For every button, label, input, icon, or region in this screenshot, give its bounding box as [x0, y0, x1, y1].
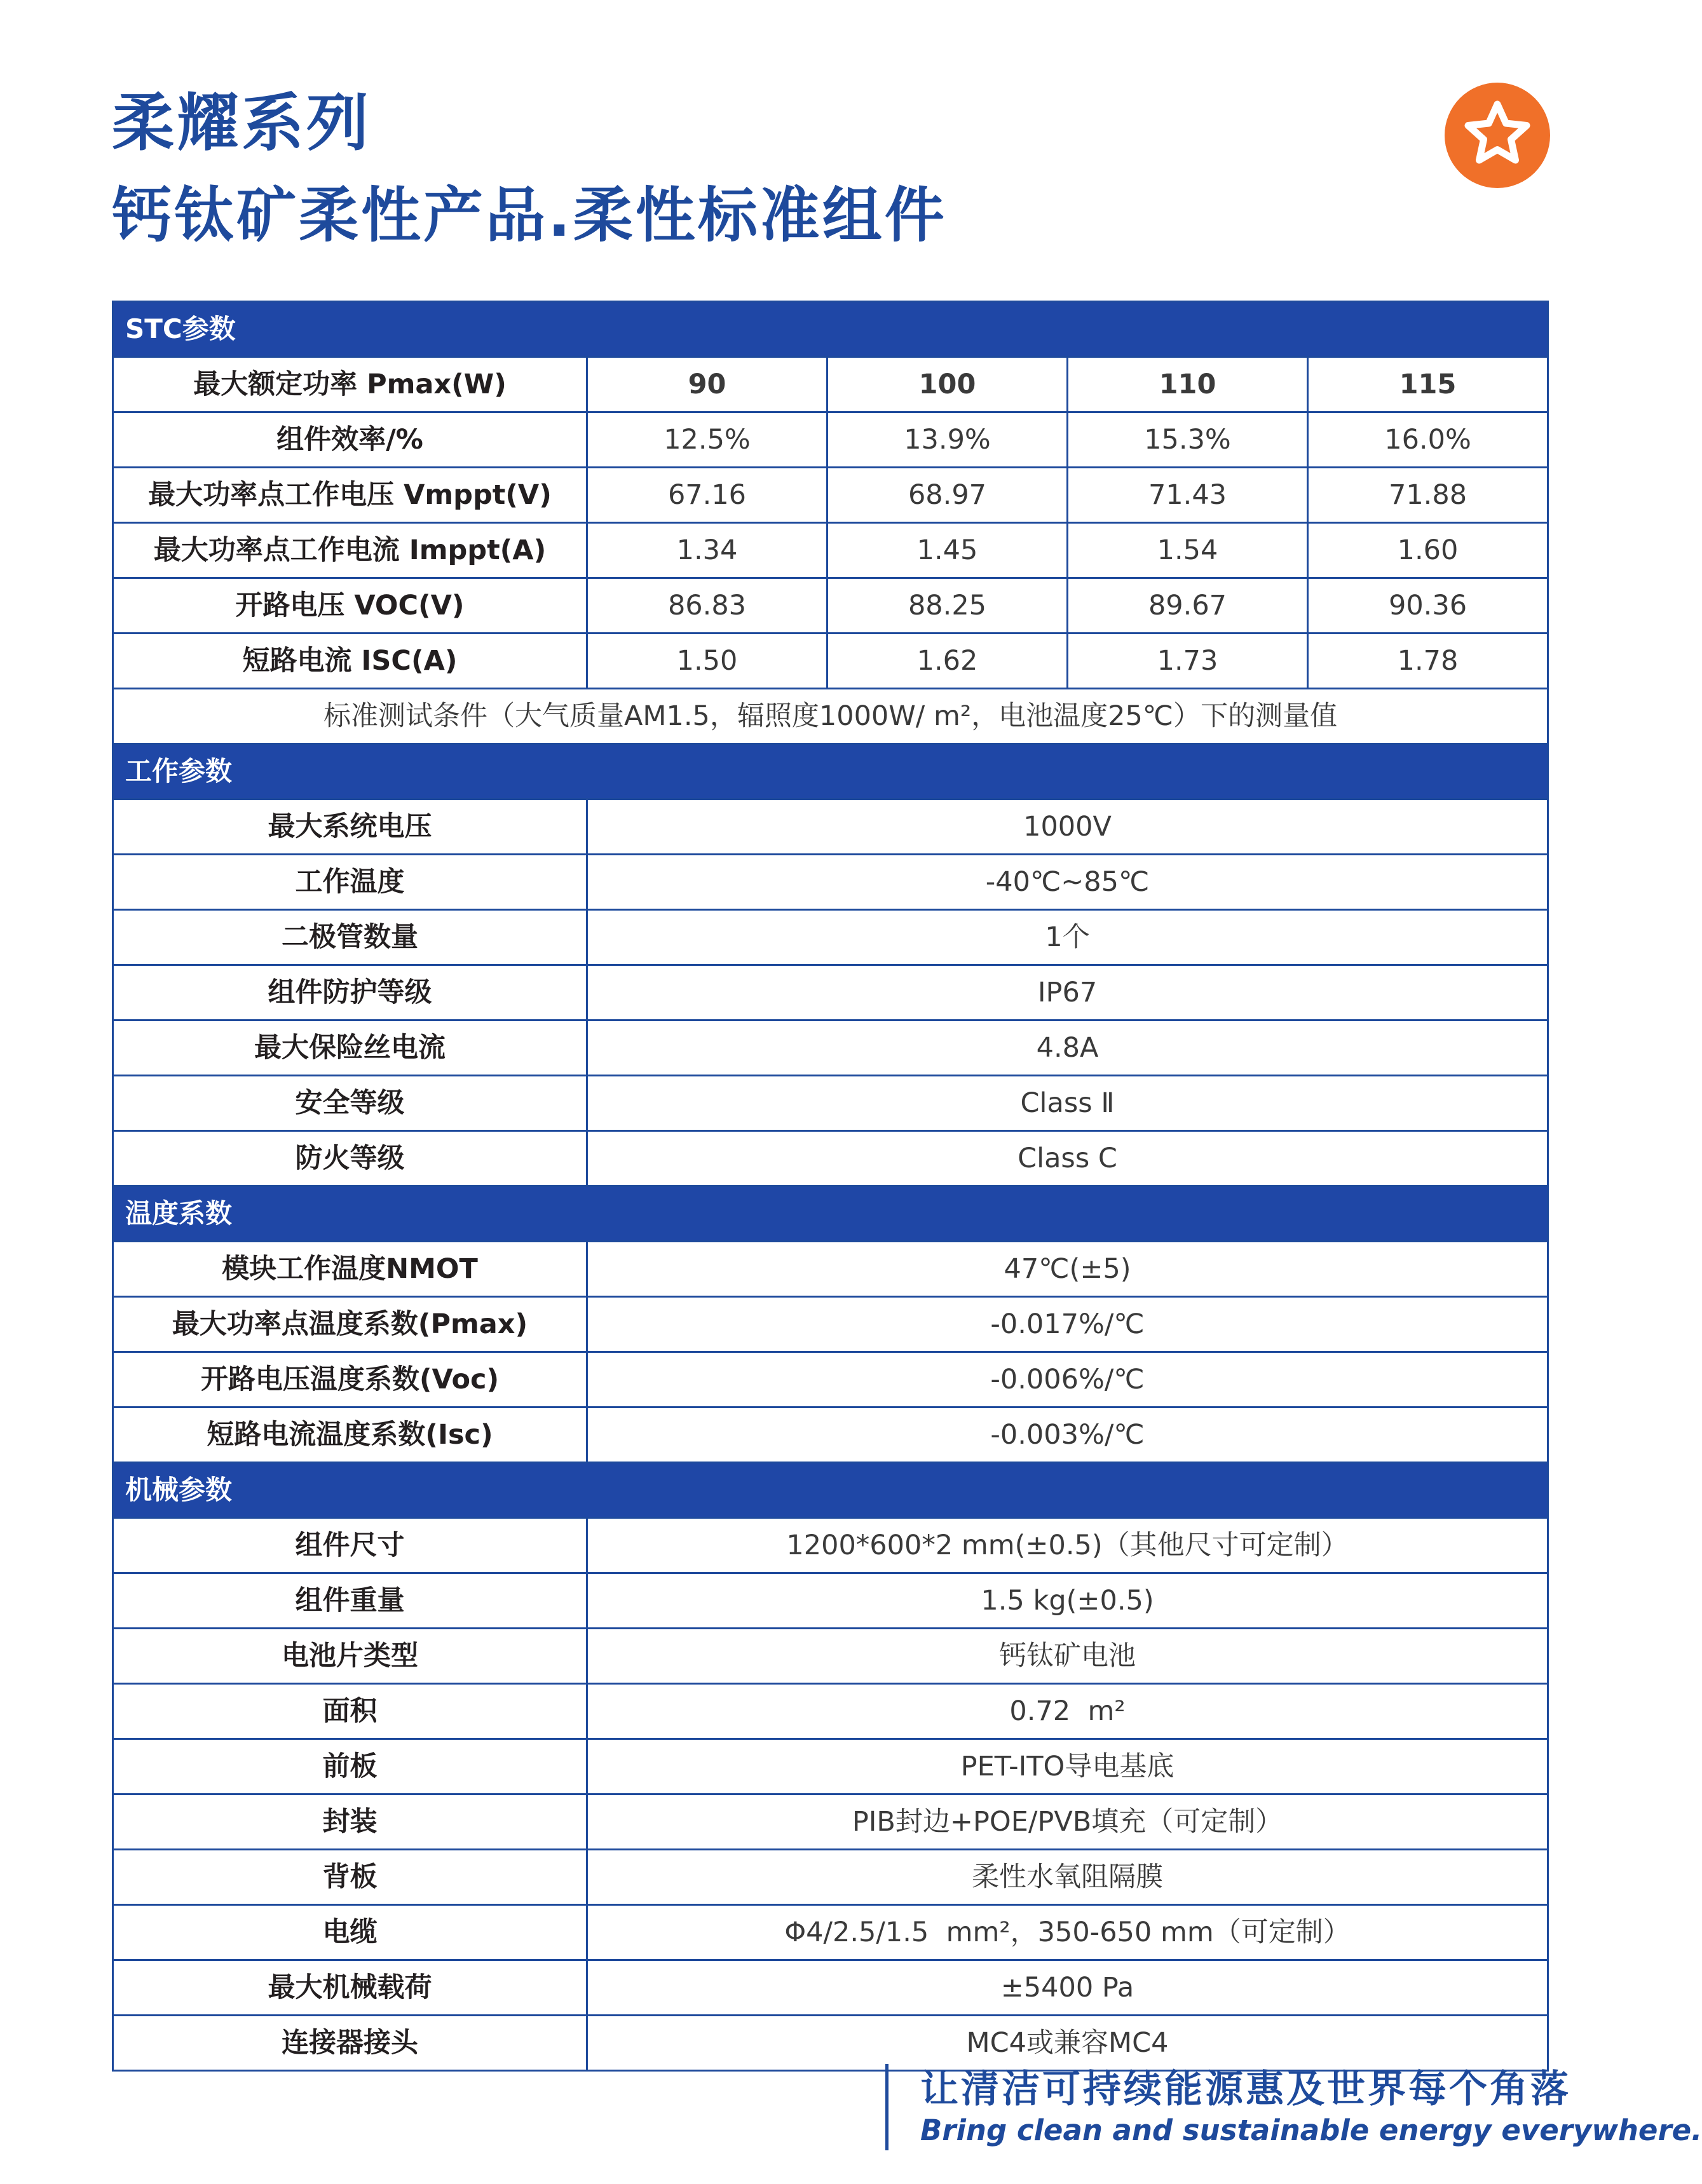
cell-value: 67.16	[587, 468, 827, 523]
row-label: 模块工作温度NMOT	[113, 1242, 587, 1297]
cell-value: 柔性水氧阻隔膜	[587, 1850, 1548, 1905]
row-label: 连接器接头	[113, 2016, 587, 2071]
power-rating: 115	[1308, 357, 1548, 412]
table-row	[113, 1850, 1548, 1905]
row-label: 短路电流 ISC(A)	[113, 634, 587, 689]
table-row	[113, 1518, 1548, 1573]
row-label: 最大功率点温度系数(Pmax)	[113, 1297, 587, 1352]
section-header-stc	[113, 302, 1548, 357]
cell-value: ±5400 Pa	[587, 1960, 1548, 2016]
row-label: 工作温度	[113, 855, 587, 910]
series-title: 柔耀系列	[112, 87, 372, 159]
power-rating: 110	[1068, 357, 1308, 412]
table-row	[113, 1076, 1548, 1131]
cell-value: 1.60	[1308, 523, 1548, 578]
table-row	[113, 1573, 1548, 1629]
cell-value: -0.006%/℃	[587, 1352, 1548, 1407]
row-label: 封装	[113, 1794, 587, 1850]
cell-value: IP67	[587, 965, 1548, 1021]
table-row	[113, 1242, 1548, 1297]
section-header-operating	[113, 744, 1548, 799]
row-label: 最大额定功率 Pmax(W)	[113, 357, 587, 412]
cell-value: Class Ⅱ	[587, 1076, 1548, 1131]
row-label: 开路电压温度系数(Voc)	[113, 1352, 587, 1407]
cell-value: 0.72 m²	[587, 1684, 1548, 1739]
section-header-temperature	[113, 1186, 1548, 1242]
cell-value: MC4或兼容MC4	[587, 2016, 1548, 2071]
row-label: 前板	[113, 1739, 587, 1794]
cell-value: PET-ITO导电基底	[587, 1739, 1548, 1794]
section-header-mechanical	[113, 1463, 1548, 1518]
table-row	[113, 1905, 1548, 1960]
row-label: 最大系统电压	[113, 799, 587, 855]
table-row	[113, 855, 1548, 910]
slogan-divider	[885, 2064, 888, 2150]
table-row	[113, 523, 1548, 578]
cell-value: -0.017%/℃	[587, 1297, 1548, 1352]
table-row	[113, 1794, 1548, 1850]
cell-value: PIB封边+POE/PVB填充（可定制）	[587, 1794, 1548, 1850]
cell-value: 1.45	[827, 523, 1068, 578]
cell-value: 1.5 kg(±0.5)	[587, 1573, 1548, 1629]
cell-value: 钙钛矿电池	[587, 1629, 1548, 1684]
row-label: 组件防护等级	[113, 965, 587, 1021]
row-label: 组件尺寸	[113, 1518, 587, 1573]
cell-value: 15.3%	[1068, 412, 1308, 468]
row-label: 背板	[113, 1850, 587, 1905]
star-icon	[1445, 83, 1550, 188]
cell-value: 13.9%	[827, 412, 1068, 468]
table-row	[113, 578, 1548, 634]
cell-value: 71.43	[1068, 468, 1308, 523]
table-row	[113, 1021, 1548, 1076]
stc-note: 标准测试条件（大气质量AM1.5，辐照度1000W/ m²，电池温度25℃）下的测量值	[113, 689, 1548, 744]
row-label: 二极管数量	[113, 910, 587, 965]
cell-value: -0.003%/℃	[587, 1407, 1548, 1463]
power-rating: 100	[827, 357, 1068, 412]
section-title: 机械参数	[113, 1463, 1548, 1518]
section-title: 温度系数	[113, 1186, 1548, 1242]
section-title: STC参数	[113, 302, 1548, 357]
cell-value: Class C	[587, 1131, 1548, 1186]
table-row	[113, 1352, 1548, 1407]
cell-value: 1.62	[827, 634, 1068, 689]
cell-value: Φ4/2.5/1.5 mm²，350-650 mm（可定制）	[587, 1905, 1548, 1960]
product-title: 钙钛矿柔性产品.柔性标准组件	[112, 181, 947, 250]
cell-value: 90.36	[1308, 578, 1548, 634]
row-label: 电池片类型	[113, 1629, 587, 1684]
cell-value: 86.83	[587, 578, 827, 634]
table-row	[113, 689, 1548, 744]
table-row	[113, 1960, 1548, 2016]
table-row	[113, 1629, 1548, 1684]
slogan-english: Bring clean and sustainable energy everywhere.	[920, 2113, 1702, 2147]
cell-value: 1.34	[587, 523, 827, 578]
cell-value: 47℃(±5)	[587, 1242, 1548, 1297]
cell-value: 68.97	[827, 468, 1068, 523]
row-label: 防火等级	[113, 1131, 587, 1186]
cell-value: 16.0%	[1308, 412, 1548, 468]
table-row	[113, 1684, 1548, 1739]
cell-value: 71.88	[1308, 468, 1548, 523]
table-row	[113, 412, 1548, 468]
row-label: 组件重量	[113, 1573, 587, 1629]
row-label: 短路电流温度系数(Isc)	[113, 1407, 587, 1463]
row-label: 开路电压 VOC(V)	[113, 578, 587, 634]
cell-value: 4.8A	[587, 1021, 1548, 1076]
row-label: 最大功率点工作电流 Imppt(A)	[113, 523, 587, 578]
cell-value: 1.73	[1068, 634, 1308, 689]
table-row	[113, 965, 1548, 1021]
spec-table	[112, 301, 1549, 2072]
cell-value: 1.54	[1068, 523, 1308, 578]
section-title: 工作参数	[113, 744, 1548, 799]
table-row	[113, 357, 1548, 412]
row-label: 最大机械载荷	[113, 1960, 587, 2016]
table-row	[113, 1407, 1548, 1463]
table-row	[113, 1131, 1548, 1186]
slogan-chinese: 让清洁可持续能源惠及世界每个角落	[920, 2067, 1571, 2112]
row-label: 最大保险丝电流	[113, 1021, 587, 1076]
row-label: 组件效率/%	[113, 412, 587, 468]
cell-value: 1.78	[1308, 634, 1548, 689]
power-rating: 90	[587, 357, 827, 412]
cell-value: 12.5%	[587, 412, 827, 468]
badge	[1445, 83, 1550, 188]
row-label: 电缆	[113, 1905, 587, 1960]
row-label: 最大功率点工作电压 Vmppt(V)	[113, 468, 587, 523]
cell-value: 89.67	[1068, 578, 1308, 634]
cell-value: 88.25	[827, 578, 1068, 634]
row-label: 面积	[113, 1684, 587, 1739]
cell-value: 1200*600*2 mm(±0.5)（其他尺寸可定制）	[587, 1518, 1548, 1573]
table-row	[113, 634, 1548, 689]
table-row	[113, 799, 1548, 855]
table-row	[113, 1739, 1548, 1794]
cell-value: -40℃~85℃	[587, 855, 1548, 910]
table-row	[113, 1297, 1548, 1352]
cell-value: 1.50	[587, 634, 827, 689]
row-label: 安全等级	[113, 1076, 587, 1131]
cell-value: 1000V	[587, 799, 1548, 855]
cell-value: 1个	[587, 910, 1548, 965]
table-row	[113, 468, 1548, 523]
table-row	[113, 910, 1548, 965]
